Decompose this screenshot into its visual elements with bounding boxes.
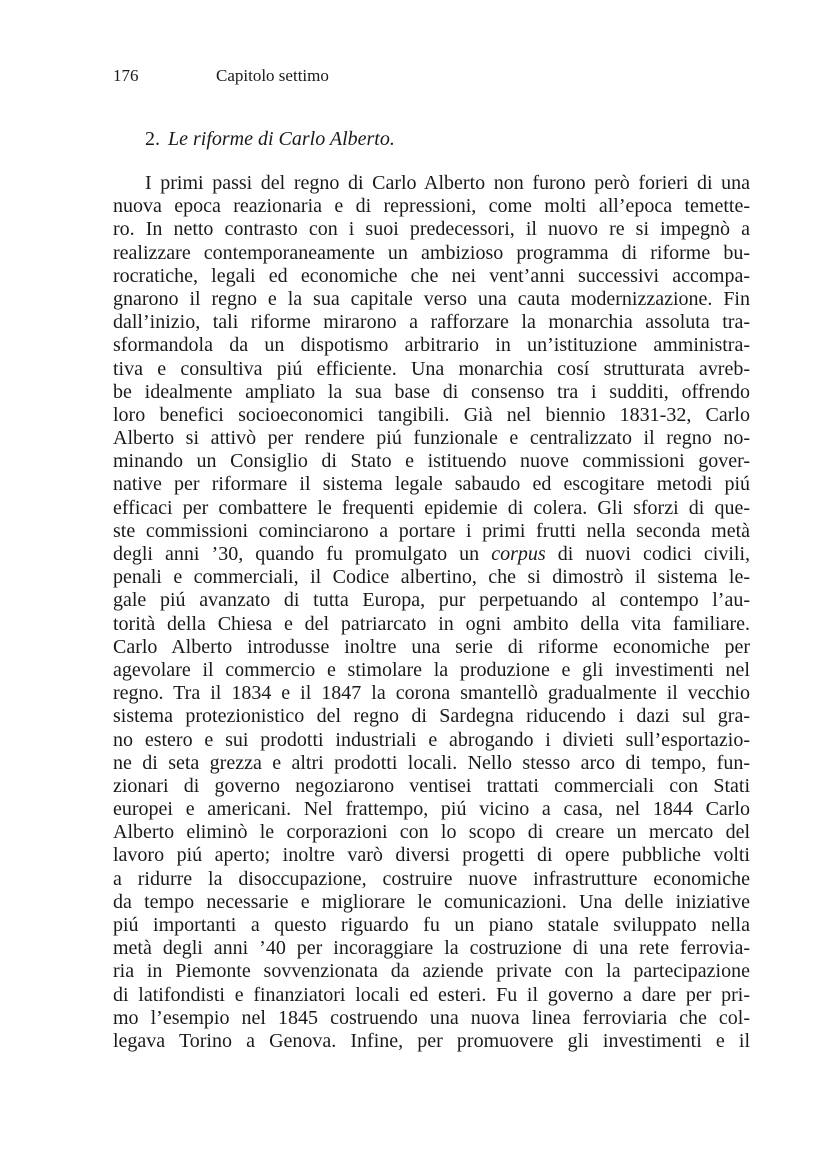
text-line: europei e americani. Nel frattempo, piú vicino a casa, nel 1844 Carlo	[113, 798, 750, 821]
text-line: zionari di governo negoziarono ventisei trattati commerciali con Stati	[113, 774, 750, 797]
text-line: lavoro piú aperto; inoltre varò diversi progetti di opere pubbliche volti	[113, 844, 750, 867]
text-line: agevolare il commercio e stimolare la produzione e gli investimenti nel	[113, 658, 750, 681]
text-line: no estero e sui prodotti industriali e abrogando i divieti sull’esportazio-	[113, 728, 750, 751]
section-title: Le riforme di Carlo Alberto.	[168, 128, 395, 150]
text-line: mo l’esempio nel 1845 costruendo una nuova linea ferroviaria che col-	[113, 1006, 750, 1029]
text-line: di latifondisti e finanziatori locali ed esteri. Fu il governo a dare per pri-	[113, 983, 750, 1006]
text-line: torità della Chiesa e del patriarcato in ogni ambito della vita familiare.	[113, 612, 750, 635]
text-line: gale piú avanzato di tutta Europa, pur perpetuando al contempo l’au-	[113, 589, 750, 612]
chapter-title: Capitolo settimo	[216, 66, 329, 85]
text-line: penali e commerciali, il Codice albertino, che si dimostrò il sistema le-	[113, 566, 750, 589]
text-line: nuova epoca reazionaria e di repressioni, come molti all’epoca temette-	[113, 195, 750, 218]
text-line: legava Torino a Genova. Infine, per promuovere gli investimenti e il	[113, 1029, 750, 1052]
text-line-corpus	[113, 543, 750, 566]
text-line: metà degli anni ’40 per incoraggiare la costruzione di una rete ferrovia-	[113, 937, 750, 960]
text-line: loro benefici socioeconomici tangibili. Già nel biennio 1831-32, Carlo	[113, 403, 750, 426]
text-line: be idealmente ampliato la sua base di consenso tra i sudditi, offrendo	[113, 380, 750, 403]
text-line: Carlo Alberto introdusse inoltre una serie di riforme economiche per	[113, 635, 750, 658]
text-line: ne di seta grezza e altri prodotti locali. Nello stesso arco di tempo, fun-	[113, 751, 750, 774]
text-fragment: degli anni ’30, quando fu promulgato un	[113, 543, 492, 565]
text-line: I primi passi del regno di Carlo Alberto non furono però forieri di una	[145, 172, 750, 194]
text-line: efficaci per combattere le frequenti epidemie di colera. Gli sforzi di que-	[113, 496, 750, 519]
text-line: piú importanti a questo riguardo fu un piano statale sviluppato nella	[113, 914, 750, 936]
text-line: ste commissioni cominciarono a portare i primi frutti nella seconda metà	[113, 519, 750, 542]
text-line: a ridurre la disoccupazione, costruire nuove infrastrutture economiche	[113, 867, 750, 890]
text-line: realizzare contemporaneamente un ambizioso programma di riforme bu-	[113, 241, 750, 264]
text-line: ro. In netto contrasto con i suoi predecessori, il nuovo re si impegnò a	[113, 218, 750, 241]
text-line: rocratiche, legali ed economiche che nei vent’anni successivi accompa-	[113, 264, 750, 287]
text-line: gnarono il regno e la sua capitale verso una cauta modernizzazione. Fin	[113, 287, 750, 310]
text-line: Alberto si attivò per rendere piú funzionale e centralizzato il regno no-	[113, 427, 750, 450]
text-line: native per riformare il sistema legale sabaudo ed escogitare metodi piú	[113, 473, 750, 496]
text-line: regno. Tra il 1834 e il 1847 la corona smantellò gradualmente il vecchio	[113, 682, 750, 705]
text-line: ria in Piemonte sovvenzionata da aziende private con la partecipazione	[113, 960, 750, 983]
text-line: sformandola da un dispotismo arbitrario in un’istituzione amministra-	[113, 334, 750, 357]
text-line: minando un Consiglio di Stato e istituendo nuove commissioni gover-	[113, 450, 750, 473]
text-fragment: di nuovi codici civili,	[545, 543, 750, 565]
running-head	[113, 66, 753, 86]
section-number: 2.	[145, 128, 160, 150]
page-number: 176	[113, 66, 139, 85]
text-line: tiva e consultiva piú efficiente. Una monarchia cosí strutturata avreb-	[113, 357, 750, 380]
text-line: sistema protezionistico del regno di Sardegna riducendo i dazi sul gra-	[113, 705, 750, 728]
italic-term: corpus	[491, 543, 546, 565]
text-line: Alberto eliminò le corporazioni con lo scopo di creare un mercato del	[113, 821, 750, 844]
section-heading	[145, 127, 395, 151]
text-line: dall’inizio, tali riforme mirarono a rafforzare la monarchia assoluta tra-	[113, 311, 750, 334]
text-line: da tempo necessarie e migliorare le comunicazioni. Una delle iniziative	[113, 890, 750, 913]
body-paragraph	[113, 172, 750, 1053]
